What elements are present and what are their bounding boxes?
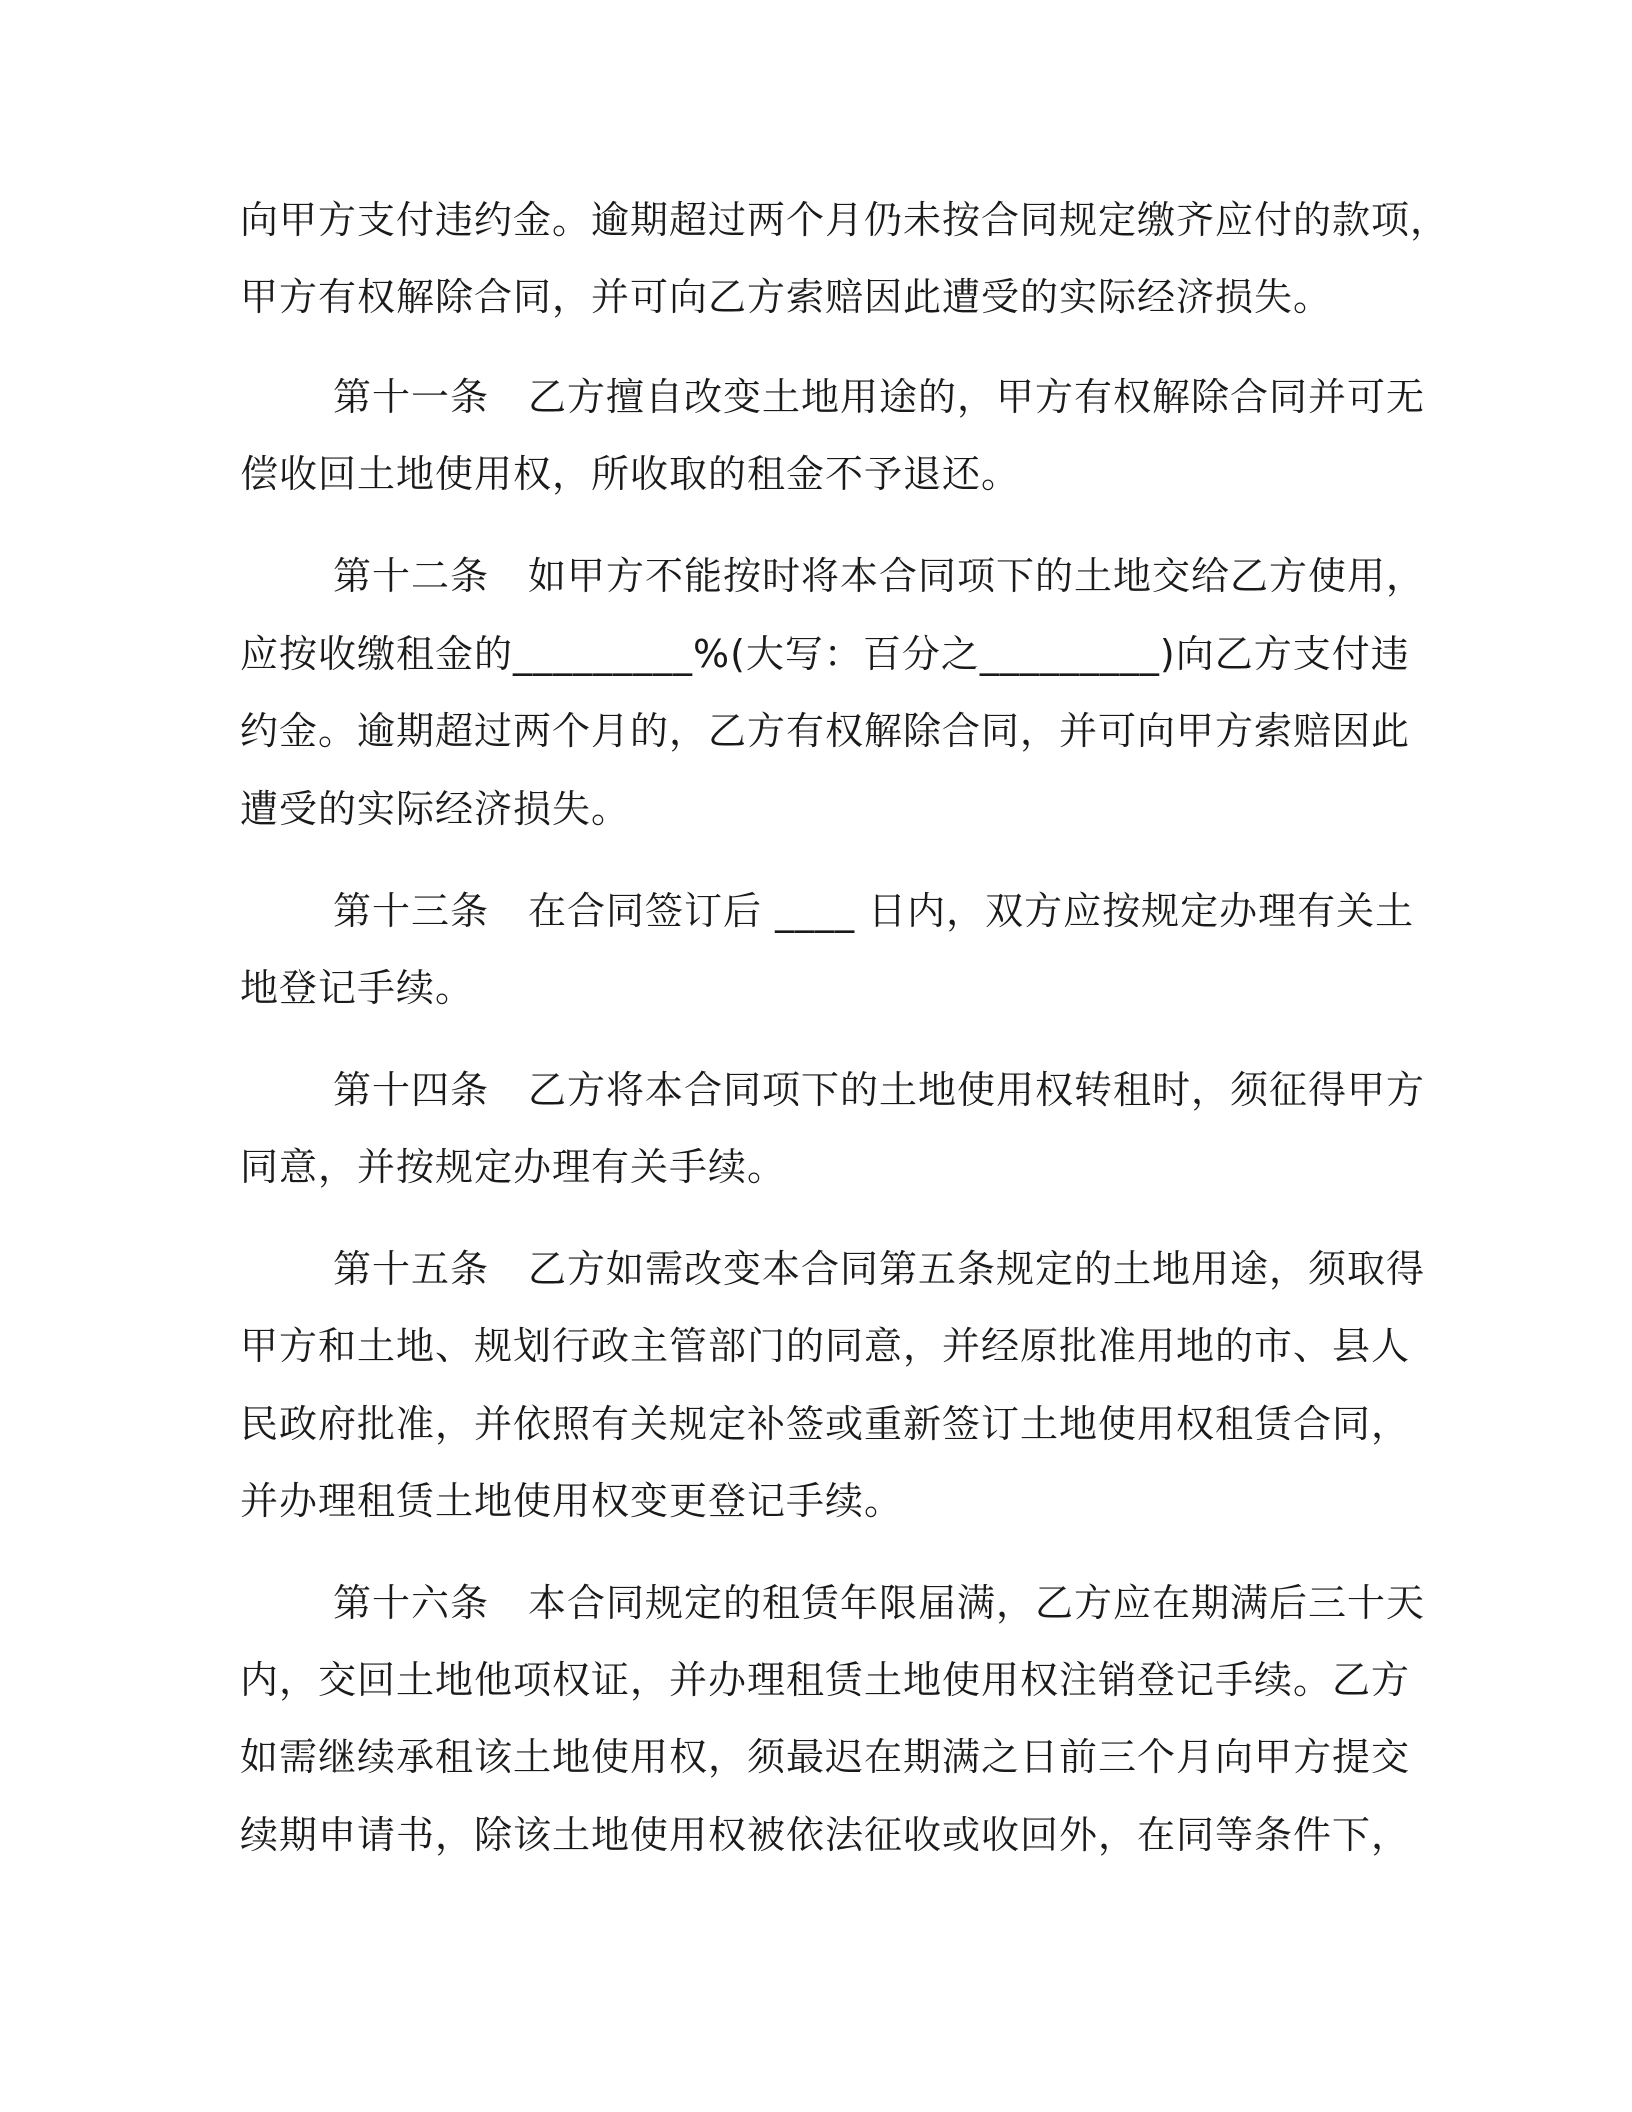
text-line: 民政府批准，并依照有关规定补签或重新签订土地使用权租赁合同， xyxy=(240,1402,1411,1446)
text-line: 地登记手续。 xyxy=(240,966,475,1010)
text-line: 应按收缴租金的_________%(大写：百分之_________)向乙方支付违 xyxy=(240,632,1410,676)
text-line: 如需继续承租该土地使用权，须最迟在期满之日前三个月向甲方提交 xyxy=(240,1735,1411,1779)
article-14-heading-line: 第十四条 乙方将本合同项下的土地使用权转租时，须征得甲方 xyxy=(333,1068,1426,1112)
text-line: 甲方有权解除合同，并可向乙方索赔因此遭受的实际经济损失。 xyxy=(240,275,1333,319)
article-11-heading-line: 第十一条 乙方擅自改变土地用途的，甲方有权解除合同并可无 xyxy=(333,375,1426,419)
article-16-heading-line: 第十六条 本合同规定的租赁年限届满，乙方应在期满后三十天 xyxy=(333,1581,1426,1625)
article-12-heading-line: 第十二条 如甲方不能按时将本合同项下的土地交给乙方使用， xyxy=(333,554,1426,598)
text-line: 甲方和土地、规划行政主管部门的同意，并经原批准用地的市、县人 xyxy=(240,1324,1411,1368)
text-line: 同意，并按规定办理有关手续。 xyxy=(240,1145,787,1189)
article-13-heading-line: 第十三条 在合同签订后 ____ 日内，双方应按规定办理有关土 xyxy=(333,889,1415,933)
text-line: 约金。逾期超过两个月的，乙方有权解除合同，并可向甲方索赔因此 xyxy=(240,709,1411,753)
text-line: 偿收回土地使用权，所收取的租金不予退还。 xyxy=(240,452,1021,496)
text-line: 续期申请书，除该土地使用权被依法征收或收回外，在同等条件下， xyxy=(240,1813,1411,1857)
article-15-heading-line: 第十五条 乙方如需改变本合同第五条规定的土地用途，须取得 xyxy=(333,1247,1426,1291)
text-line: 向甲方支付违约金。逾期超过两个月仍未按合同规定缴齐应付的款项， xyxy=(240,198,1450,242)
text-line: 内，交回土地他项权证，并办理租赁土地使用权注销登记手续。乙方 xyxy=(240,1658,1411,1702)
text-line: 遭受的实际经济损失。 xyxy=(240,787,631,831)
text-line: 并办理租赁土地使用权变更登记手续。 xyxy=(240,1479,904,1523)
